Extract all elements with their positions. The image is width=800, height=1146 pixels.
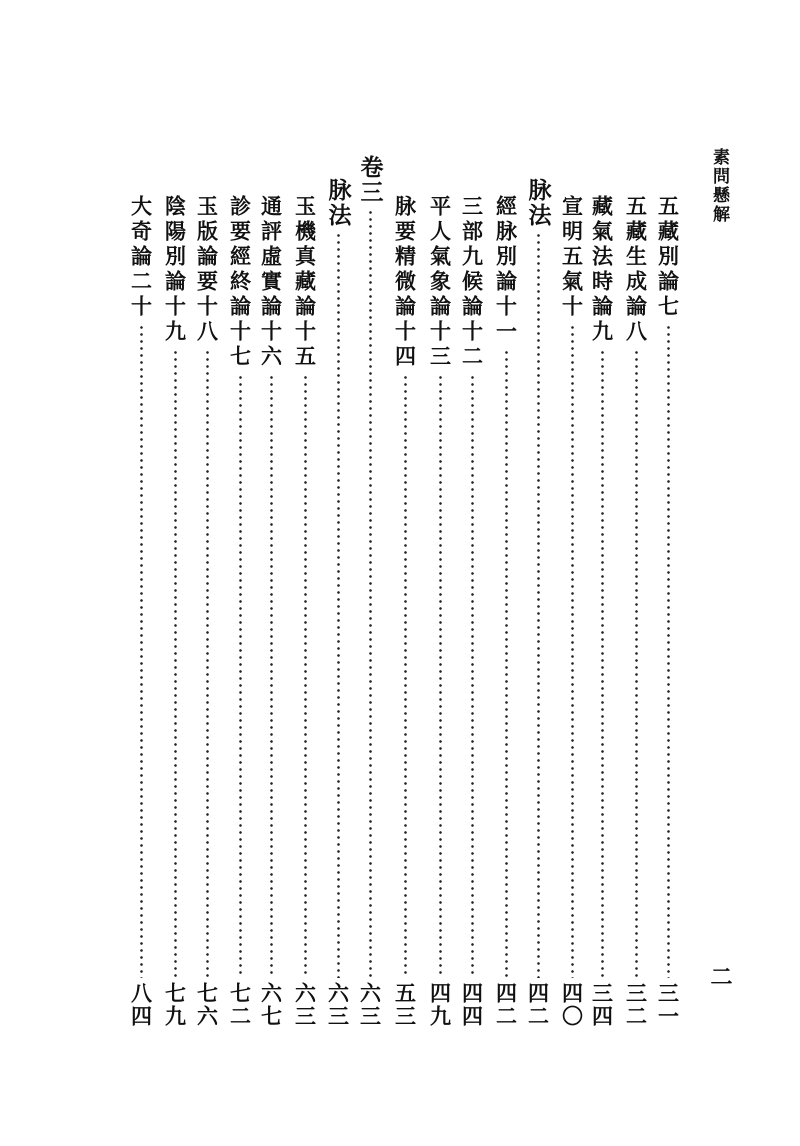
toc-entry-page: 八四: [128, 982, 154, 1028]
toc-entry-page: 七六: [194, 982, 220, 1028]
toc-entry-page: 七九: [162, 982, 188, 1028]
toc-entry: [523, 178, 553, 1028]
toc-entry-title: 平人氣象論十三: [427, 195, 453, 370]
page-number: 二: [707, 965, 733, 987]
toc-entry-title: 脉要精微論十四: [392, 195, 418, 370]
toc-entry: [587, 195, 617, 1028]
toc-entry: [323, 178, 353, 1028]
dot-leader: [601, 349, 604, 978]
toc-entry-title: 診要經終論十七: [227, 195, 253, 370]
toc-entry-title: 五藏別論七: [655, 195, 681, 320]
dot-leader: [571, 324, 574, 978]
toc-entry: [126, 195, 156, 1028]
toc-entry: [457, 195, 487, 1028]
dot-leader: [404, 374, 407, 978]
toc-entry-page: 三二: [623, 982, 649, 1028]
dot-leader: [667, 324, 670, 978]
toc-entry: [621, 195, 651, 1028]
dot-leader: [439, 374, 442, 978]
dot-leader: [505, 349, 508, 978]
toc-entry: [225, 195, 255, 1028]
toc-entry-page: 五三: [392, 982, 418, 1028]
dot-leader: [537, 232, 540, 978]
toc-entry-title: 三部九候論十二: [459, 195, 485, 370]
toc-entry-page: 七二: [227, 982, 253, 1028]
toc-entry-title: 藏氣法時論九: [589, 195, 615, 345]
dot-leader: [239, 374, 242, 978]
dot-leader: [206, 349, 209, 978]
toc-entry-page: 六三: [292, 982, 318, 1028]
dot-leader: [337, 232, 340, 978]
toc-entry-page: 四四: [459, 982, 485, 1028]
toc-entry-page: 四九: [427, 982, 453, 1028]
toc-entry-title: 玉版論要十八: [194, 195, 220, 345]
toc-entry-title: 玉機真藏論十五: [292, 195, 318, 370]
toc-entry-page: 六三: [357, 982, 383, 1028]
toc-entry: [653, 195, 683, 1028]
toc-entry: [160, 195, 190, 1028]
toc-entry-page: 四〇: [559, 982, 585, 1028]
dot-leader: [635, 349, 638, 978]
toc-entry-title: 卷三: [356, 155, 384, 205]
toc-entry-title: 脉法: [324, 178, 352, 228]
toc-entry-title: 宣明五氣十: [559, 195, 585, 320]
toc-entry: [557, 195, 587, 1028]
toc-entry: [290, 195, 320, 1028]
toc-entry-title: 經脉別論十一: [493, 195, 519, 345]
toc-entry-title: 脉法: [524, 178, 552, 228]
dot-leader: [471, 374, 474, 978]
toc-entry: [355, 155, 385, 1028]
toc-entry-page: 三四: [589, 982, 615, 1028]
toc-entry-page: 三一: [655, 982, 681, 1028]
toc-entry-title: 陰陽別論十九: [162, 195, 188, 345]
dot-leader: [369, 209, 372, 978]
toc-entry-page: 六三: [325, 982, 351, 1028]
dot-leader: [140, 324, 143, 978]
toc-entry: [390, 195, 420, 1028]
dot-leader: [174, 349, 177, 978]
toc-entry-title: 五藏生成論八: [623, 195, 649, 345]
dot-leader: [270, 374, 273, 978]
toc-entry-title: 大奇論二十: [128, 195, 154, 320]
toc-entry-page: 六七: [258, 982, 284, 1028]
toc-entry-title: 通評虛實論十六: [258, 195, 284, 370]
toc-entry-page: 四二: [493, 982, 519, 1028]
toc-entry-page: 四二: [525, 982, 551, 1028]
dot-leader: [304, 374, 307, 978]
toc-entry: [256, 195, 286, 1028]
running-header-title: 素問懸解: [709, 148, 729, 224]
toc-entry: [425, 195, 455, 1028]
toc-entry: [491, 195, 521, 1028]
toc-entry: [192, 195, 222, 1028]
